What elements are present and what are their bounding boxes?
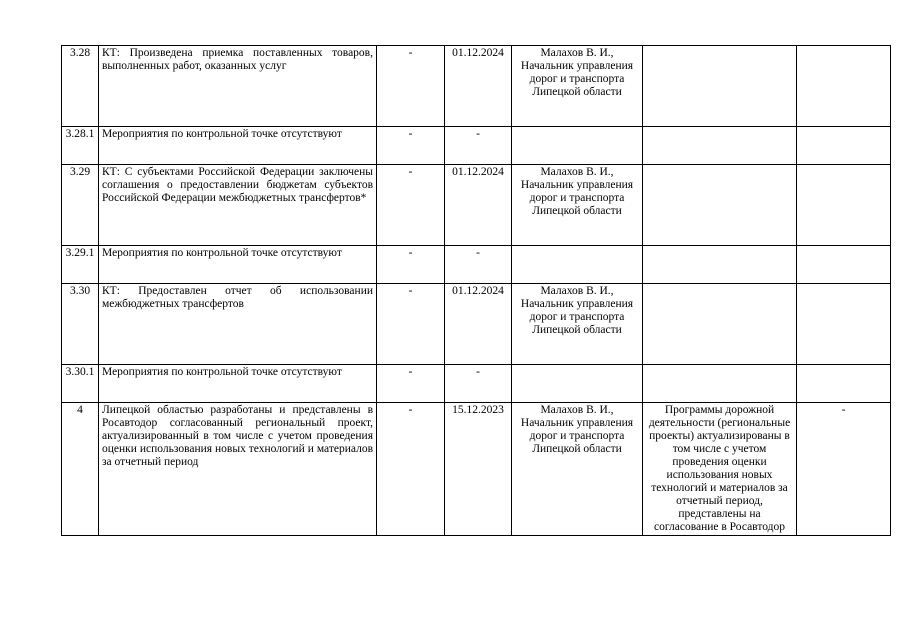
end-date: -	[445, 246, 512, 284]
extra-cell: -	[797, 403, 891, 536]
table-row	[62, 165, 891, 246]
row-number: 3.30	[62, 284, 99, 365]
result-description: Программы дорожной деятельности (региональные проекты) актуализированы в том числе с учетом проведения оценки использования новых технологий и материалов за отчетный период, представлены на согласование в Росавтодор	[643, 403, 797, 536]
start-date: -	[377, 403, 445, 536]
result-description	[643, 127, 797, 165]
result-description	[643, 246, 797, 284]
table-row	[62, 284, 891, 365]
plan-table	[61, 45, 891, 536]
end-date: 01.12.2024	[445, 165, 512, 246]
start-date: -	[377, 46, 445, 127]
activity-name: КТ: С субъектами Российской Федерации заключены соглашения о предоставлении бюджетам субъектов Российской Федерации межбюджетных трансфертов*	[99, 165, 377, 246]
row-number: 3.29	[62, 165, 99, 246]
extra-cell	[797, 165, 891, 246]
responsible-person: Малахов В. И., Начальник управления дорог и транспорта Липецкой области	[512, 284, 643, 365]
row-number: 3.28.1	[62, 127, 99, 165]
responsible-person	[512, 246, 643, 284]
responsible-person: Малахов В. И., Начальник управления дорог и транспорта Липецкой области	[512, 403, 643, 536]
activity-name: Мероприятия по контрольной точке отсутствуют	[99, 127, 377, 165]
responsible-person	[512, 365, 643, 403]
extra-cell	[797, 246, 891, 284]
result-description	[643, 284, 797, 365]
extra-cell	[797, 46, 891, 127]
end-date: 15.12.2023	[445, 403, 512, 536]
activity-name: Липецкой областью разработаны и представлены в Росавтодор согласованный региональный проект, актуализированный в том числе с учетом проведения оценки использования новых технологий и материалов за отчетный период	[99, 403, 377, 536]
start-date: -	[377, 246, 445, 284]
table-row	[62, 403, 891, 536]
responsible-person: Малахов В. И., Начальник управления дорог и транспорта Липецкой области	[512, 46, 643, 127]
result-description	[643, 46, 797, 127]
result-description	[643, 365, 797, 403]
table-row	[62, 246, 891, 284]
row-number: 3.28	[62, 46, 99, 127]
extra-cell	[797, 127, 891, 165]
result-description	[643, 165, 797, 246]
row-number: 3.29.1	[62, 246, 99, 284]
start-date: -	[377, 284, 445, 365]
extra-cell	[797, 365, 891, 403]
end-date: -	[445, 127, 512, 165]
row-number: 3.30.1	[62, 365, 99, 403]
start-date: -	[377, 365, 445, 403]
row-number: 4	[62, 403, 99, 536]
activity-name: Мероприятия по контрольной точке отсутствуют	[99, 246, 377, 284]
activity-name: Мероприятия по контрольной точке отсутствуют	[99, 365, 377, 403]
extra-cell	[797, 284, 891, 365]
end-date: -	[445, 365, 512, 403]
activity-name: КТ: Предоставлен отчет об использовании межбюджетных трансфертов	[99, 284, 377, 365]
responsible-person	[512, 127, 643, 165]
activity-name: КТ: Произведена приемка поставленных товаров, выполненных работ, оказанных услуг	[99, 46, 377, 127]
end-date: 01.12.2024	[445, 284, 512, 365]
end-date: 01.12.2024	[445, 46, 512, 127]
responsible-person: Малахов В. И., Начальник управления дорог и транспорта Липецкой области	[512, 165, 643, 246]
table-row	[62, 127, 891, 165]
table-row	[62, 46, 891, 127]
start-date: -	[377, 165, 445, 246]
start-date: -	[377, 127, 445, 165]
table-row	[62, 365, 891, 403]
